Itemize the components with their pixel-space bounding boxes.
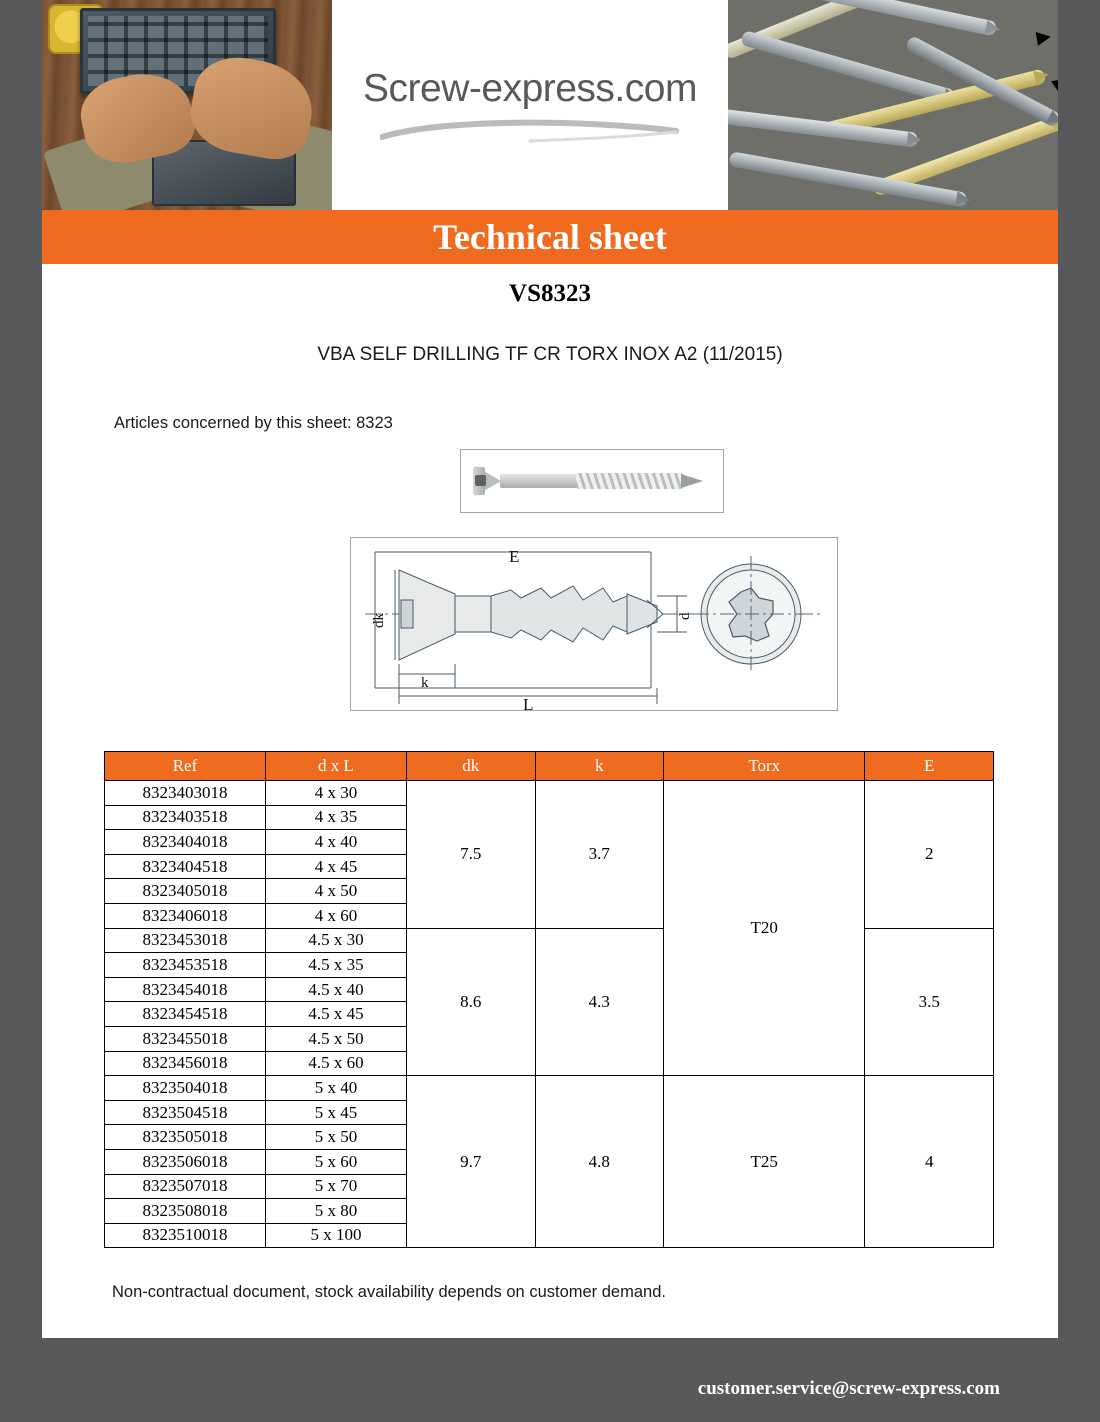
drawing-label-k: k	[421, 675, 429, 691]
contact-email[interactable]: customer.service@screw-express.com	[697, 1378, 1000, 1399]
screw-pile-graphic	[728, 0, 1058, 210]
cell-ref: 8323454518	[105, 1002, 266, 1027]
cell-ref: 8323506018	[105, 1149, 266, 1174]
cell-dxl: 5 x 40	[266, 1076, 407, 1101]
table-header-row	[105, 752, 994, 781]
page-footer	[0, 1338, 1100, 1422]
cell-ref: 8323453018	[105, 928, 266, 953]
cell-dxl: 4.5 x 30	[266, 928, 407, 953]
cell-ref: 8323453518	[105, 953, 266, 978]
technical-sheet-banner	[42, 210, 1058, 264]
cell-dxl: 5 x 80	[266, 1199, 407, 1224]
cell-dxl: 4 x 50	[266, 879, 407, 904]
cell-dxl: 4 x 40	[266, 830, 407, 855]
cell-ref: 8323510018	[105, 1223, 266, 1248]
left-edge-bar	[0, 0, 42, 1422]
cell-dxl: 4.5 x 45	[266, 1002, 407, 1027]
right-edge-bar	[1058, 0, 1100, 1422]
col-header-dxl: d x L	[266, 752, 407, 781]
cell-ref: 8323404018	[105, 830, 266, 855]
cell-ref: 8323403018	[105, 781, 266, 806]
cell-ref: 8323505018	[105, 1125, 266, 1150]
col-header-k: k	[535, 752, 664, 781]
cell-dk-group-2: 8.6	[407, 928, 536, 1076]
cell-k-group-1: 3.7	[535, 781, 664, 929]
screw-pile-photo	[728, 0, 1058, 210]
banner-title: Technical sheet	[433, 217, 667, 257]
cell-dxl: 4 x 45	[266, 854, 407, 879]
cell-dxl: 5 x 70	[266, 1174, 407, 1199]
page-header	[42, 0, 1058, 210]
col-header-dk: dk	[407, 752, 536, 781]
product-ref-code: VS8323	[509, 280, 591, 307]
col-header-e: E	[865, 752, 994, 781]
cell-ref: 8323504518	[105, 1100, 266, 1125]
cell-dxl: 5 x 45	[266, 1100, 407, 1125]
footnote-text: Non-contractual document, stock availability depends on customer demand.	[112, 1283, 666, 1301]
torx-recess-icon	[475, 475, 486, 486]
drawing-label-dk: dk	[371, 613, 387, 628]
table-row	[105, 1076, 994, 1101]
product-photo	[460, 449, 724, 513]
col-header-ref: Ref	[105, 752, 266, 781]
cell-dxl: 5 x 100	[266, 1223, 407, 1248]
technical-drawing-svg	[351, 538, 837, 710]
screw-shank	[500, 474, 578, 488]
cell-dxl: 4 x 35	[266, 805, 407, 830]
document-body	[42, 264, 1058, 1301]
site-logo-text: Screw-express.com	[363, 67, 697, 110]
cell-ref: 8323455018	[105, 1026, 266, 1051]
cell-e-group-3: 4	[865, 1076, 994, 1248]
footer-separator	[42, 1330, 1058, 1338]
technical-drawing	[350, 537, 838, 711]
cell-dxl: 4 x 60	[266, 903, 407, 928]
cell-dk-group-3: 9.7	[407, 1076, 536, 1248]
cell-ref: 8323403518	[105, 805, 266, 830]
logo-swoosh-icon	[380, 117, 680, 143]
cell-dk-group-1: 7.5	[407, 781, 536, 929]
cell-ref: 8323454018	[105, 977, 266, 1002]
workbench-photo	[42, 0, 332, 210]
screw-thread	[576, 473, 684, 489]
logo-area	[332, 0, 728, 210]
cell-dxl: 4 x 30	[266, 781, 407, 806]
cell-ref: 8323404518	[105, 854, 266, 879]
cell-ref: 8323456018	[105, 1051, 266, 1076]
drawing-label-E: E	[509, 547, 520, 566]
specifications-table	[104, 751, 994, 1248]
product-subtitle: VBA SELF DRILLING TF CR TORX INOX A2 (11/2015)	[317, 344, 783, 365]
cell-k-group-3: 4.8	[535, 1076, 664, 1248]
cell-ref: 8323406018	[105, 903, 266, 928]
col-header-torx: Torx	[664, 752, 865, 781]
cell-torx-group-1: T20	[664, 781, 865, 1076]
cell-ref: 8323507018	[105, 1174, 266, 1199]
table-row	[105, 781, 994, 806]
drawing-label-d: d	[677, 612, 693, 620]
drawing-label-L: L	[523, 695, 534, 710]
cell-e-group-1: 2	[865, 781, 994, 929]
cell-dxl: 5 x 60	[266, 1149, 407, 1174]
screw-drill-tip	[681, 474, 703, 488]
cell-k-group-2: 4.3	[535, 928, 664, 1076]
cell-dxl: 4.5 x 50	[266, 1026, 407, 1051]
cell-dxl: 4.5 x 35	[266, 953, 407, 978]
cell-dxl: 4.5 x 60	[266, 1051, 407, 1076]
cell-dxl: 4.5 x 40	[266, 977, 407, 1002]
cell-ref: 8323508018	[105, 1199, 266, 1224]
articles-concerned-line: Articles concerned by this sheet: 8323	[114, 414, 393, 432]
cell-ref: 8323504018	[105, 1076, 266, 1101]
cell-dxl: 5 x 50	[266, 1125, 407, 1150]
cell-ref: 8323405018	[105, 879, 266, 904]
cell-e-group-2: 3.5	[865, 928, 994, 1076]
cell-torx-group-2: T25	[664, 1076, 865, 1248]
